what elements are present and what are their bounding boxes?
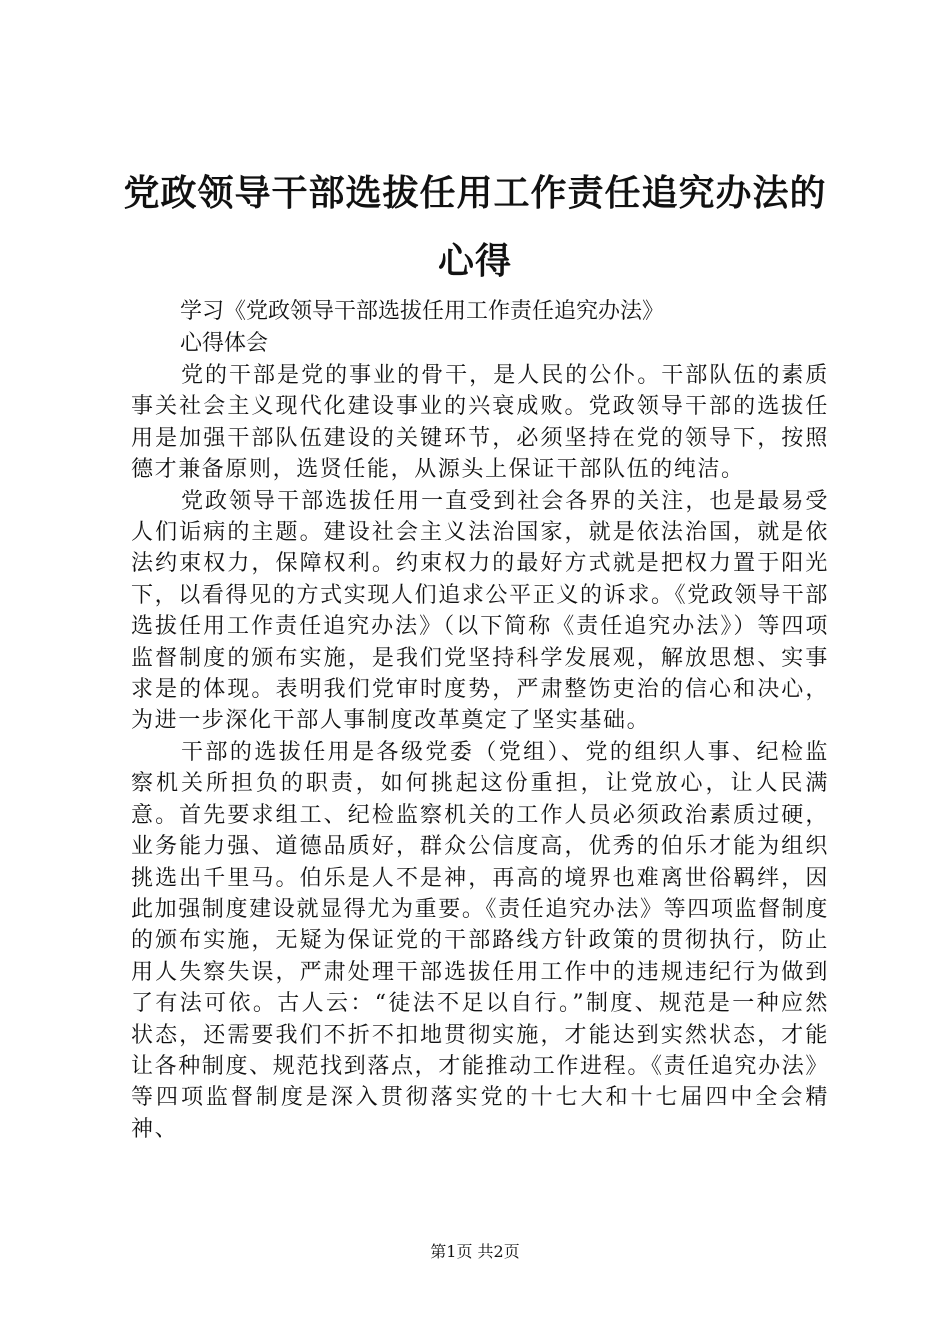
document-body (131, 360, 829, 1145)
subtitle-line-1: 学习《党政领导干部选拔任用工作责任追究办法》 (180, 299, 665, 324)
document-title: 党政领导干部选拔任用工作责任追究办法的心得 (123, 173, 827, 282)
page-footer: 第1页 共2页 (430, 1242, 520, 1261)
subtitle-line-2: 心得体会 (180, 331, 269, 356)
paragraph-1: 党的干部是党的事业的骨干，是人民的公仆。干部队伍的素质事关社会主义现代化建设事业的兴衰成败。党政领导干部的选拔任用是加强干部队伍建设的关键环节，必须坚持在党的领导下，按照德才兼备原则，选贤任能，从源头上保证干部队伍的纯洁。 (131, 363, 829, 483)
paragraph-3: 干部的选拔任用是各级党委（党组）、党的组织人事、纪检监察机关所担负的职责，如何挑起这份重担，让党放心，让人民满意。首先要求组工、纪检监察机关的工作人员必须政治素质过硬，业务能力强、道德品质好，群众公信度高，优秀的伯乐才能为组织挑选出千里马。伯乐是人不是神，再高的境界也难离世俗羁绊，因此加强制度建设就显得尤为重要。《责任追究办法》等四项监督制度的颁布实施，无疑为保证党的干部路线方针政策的贯彻执行，防止用人失察失误，严肃处理干部选拔任用工作中的违规违纪行为做到了有法可依。古人云：“徒法不足以自行。”制度、规范是一种应然状态，还需要我们不折不扣地贯彻实施，才能达到实然状态，才能让各种制度、规范找到落点，才能推动工作进程。《责任追究办法》等四项监督制度是深入贯彻落实党的十七大和十七届四中全会精神、 (131, 739, 829, 1142)
paragraph-2: 党政领导干部选拔任用一直受到社会各界的关注，也是最易受人们诟病的主题。建设社会主义法治国家，就是依法治国，就是依法约束权力，保障权利。约束权力的最好方式就是把权力置于阳光下，以看得见的方式实现人们追求公平正义的诉求。《党政领导干部选拔任用工作责任追究办法》（以下简称《责任追究办法》）等四项监督制度的颁布实施，是我们党坚持科学发展观，解放思想、实事求是的体现。表明我们党审时度势，严肃整饬吏治的信心和决心，为进一步深化干部人事制度改革奠定了坚实基础。 (131, 488, 829, 734)
